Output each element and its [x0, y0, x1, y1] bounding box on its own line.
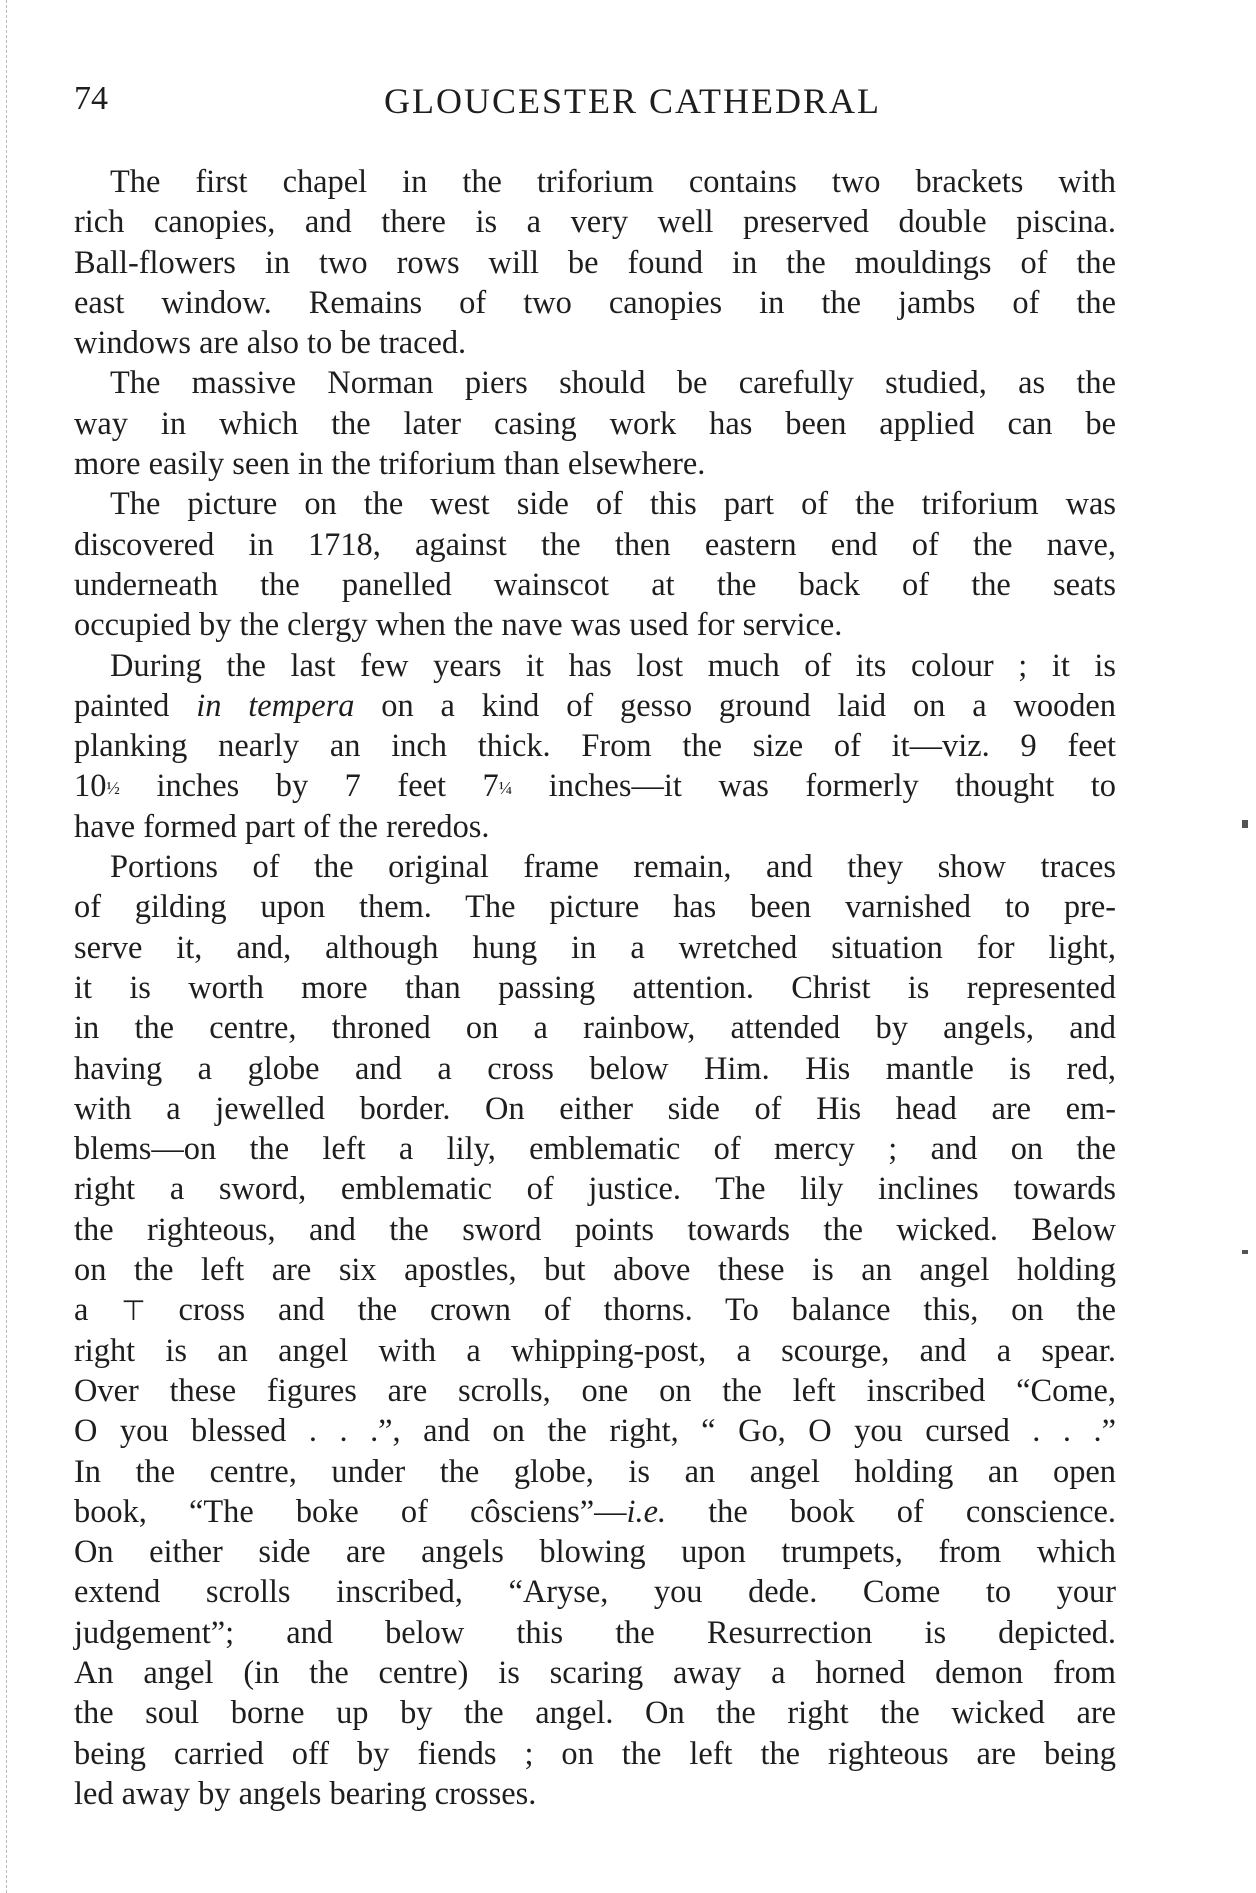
paragraph-picture-description	[74, 847, 1116, 1814]
paragraph-norman-piers	[74, 363, 1116, 484]
text-line: on the left are six apostles, but above these is an angel holding	[74, 1252, 1116, 1289]
text-line: having a globe and a cross below Him. His mantle is red,	[74, 1050, 1116, 1087]
text-line: O you blessed . . .”, and on the right, “ Go, O you cursed . . .”	[74, 1413, 1116, 1450]
text-line: rich canopies, and there is a very well preserved double piscina.	[74, 204, 1116, 241]
text-line: being carried off by fiends ; on the left the righteous are being	[74, 1735, 1116, 1772]
text-line: underneath the panelled wainscot at the back of the seats	[74, 566, 1116, 603]
text-line: serve it, and, although hung in a wretched situation for light,	[74, 929, 1116, 966]
text-line: An angel (in the centre) is scaring away a horned demon from	[74, 1654, 1116, 1691]
text-line: extend scrolls inscribed, “Aryse, you dede. Come to your	[74, 1574, 1116, 1611]
text-line: the righteous, and the sword points towards the wicked. Below	[74, 1211, 1116, 1248]
running-head	[74, 80, 1114, 130]
scan-mark	[1242, 1250, 1248, 1254]
text-line: book, “The boke of côsciens”—i.e. the book of conscience.	[74, 1493, 1116, 1530]
text-line: The picture on the west side of this part of the triforium was	[110, 486, 1116, 523]
fraction-half: ½	[106, 778, 120, 799]
text-line: The massive Norman piers should be carefully studied, as the	[110, 365, 1116, 402]
text-line: painted in tempera on a kind of gesso ground laid on a wooden	[74, 687, 1116, 724]
text-line: it is worth more than passing attention. Christ is represented	[74, 969, 1116, 1006]
text-line: have formed part of the reredos.	[74, 808, 490, 845]
text-line: a ⊤ cross and the crown of thorns. To balance this, on the	[74, 1292, 1116, 1329]
text-line: led away by angels bearing crosses.	[74, 1775, 537, 1812]
text-line: with a jewelled border. On either side of His head are em-	[74, 1090, 1116, 1127]
text-line: 10½ inches by 7 feet 7¼ inches—it was formerly thought to	[74, 768, 1116, 805]
text-line: occupied by the clergy when the nave was used for service.	[74, 607, 843, 644]
page-edge	[6, 0, 7, 1893]
running-title: GLOUCESTER CATHEDRAL	[384, 81, 881, 121]
scan-mark	[1242, 820, 1248, 828]
text-line: windows are also to be traced.	[74, 325, 467, 362]
paragraph-tempera	[74, 646, 1116, 847]
text-line: Over these figures are scrolls, one on the left inscribed “Come,	[74, 1372, 1116, 1409]
text-line: more easily seen in the triforium than elsewhere.	[74, 446, 706, 483]
text-line: of gilding upon them. The picture has been varnished to pre-	[74, 889, 1116, 926]
text-line: On either side are angels blowing upon trumpets, from which	[74, 1534, 1116, 1571]
text-line: east window. Remains of two canopies in the jambs of the	[74, 284, 1116, 321]
text-line: During the last few years it has lost much of its colour ; it is	[110, 647, 1116, 684]
text-line: the soul borne up by the angel. On the right the wicked are	[74, 1695, 1116, 1732]
text-line: right is an angel with a whipping-post, a scourge, and a spear.	[74, 1332, 1116, 1369]
text-line: planking nearly an inch thick. From the size of it—viz. 9 feet	[74, 728, 1116, 765]
text-line: way in which the later casing work has been applied can be	[74, 405, 1116, 442]
paragraph-first-chapel	[74, 162, 1116, 363]
text-line: discovered in 1718, against the then eastern end of the nave,	[74, 526, 1116, 563]
tau-cross-glyph: ⊤	[121, 1294, 146, 1328]
text-line: Ball-flowers in two rows will be found in the mouldings of the	[74, 244, 1116, 281]
fraction-quarter: ¼	[498, 778, 513, 799]
body-text	[74, 162, 1116, 1814]
text-line: right a sword, emblematic of justice. The lily inclines towards	[74, 1171, 1116, 1208]
text-line: The first chapel in the triforium contains two brackets with	[110, 164, 1116, 200]
text-line: judgement”; and below this the Resurrection is depicted.	[74, 1614, 1116, 1651]
paragraph-picture-discovery	[74, 484, 1116, 645]
text-line: in the centre, throned on a rainbow, attended by angels, and	[74, 1010, 1116, 1047]
text-line: In the centre, under the globe, is an angel holding an open	[74, 1453, 1116, 1490]
italic-text: in tempera	[196, 687, 355, 724]
text-line: Portions of the original frame remain, and they show traces	[110, 849, 1116, 886]
italic-text: i.e.	[626, 1493, 667, 1530]
text-line: blems—on the left a lily, emblematic of mercy ; and on the	[74, 1131, 1116, 1168]
page-number: 74	[74, 80, 108, 117]
